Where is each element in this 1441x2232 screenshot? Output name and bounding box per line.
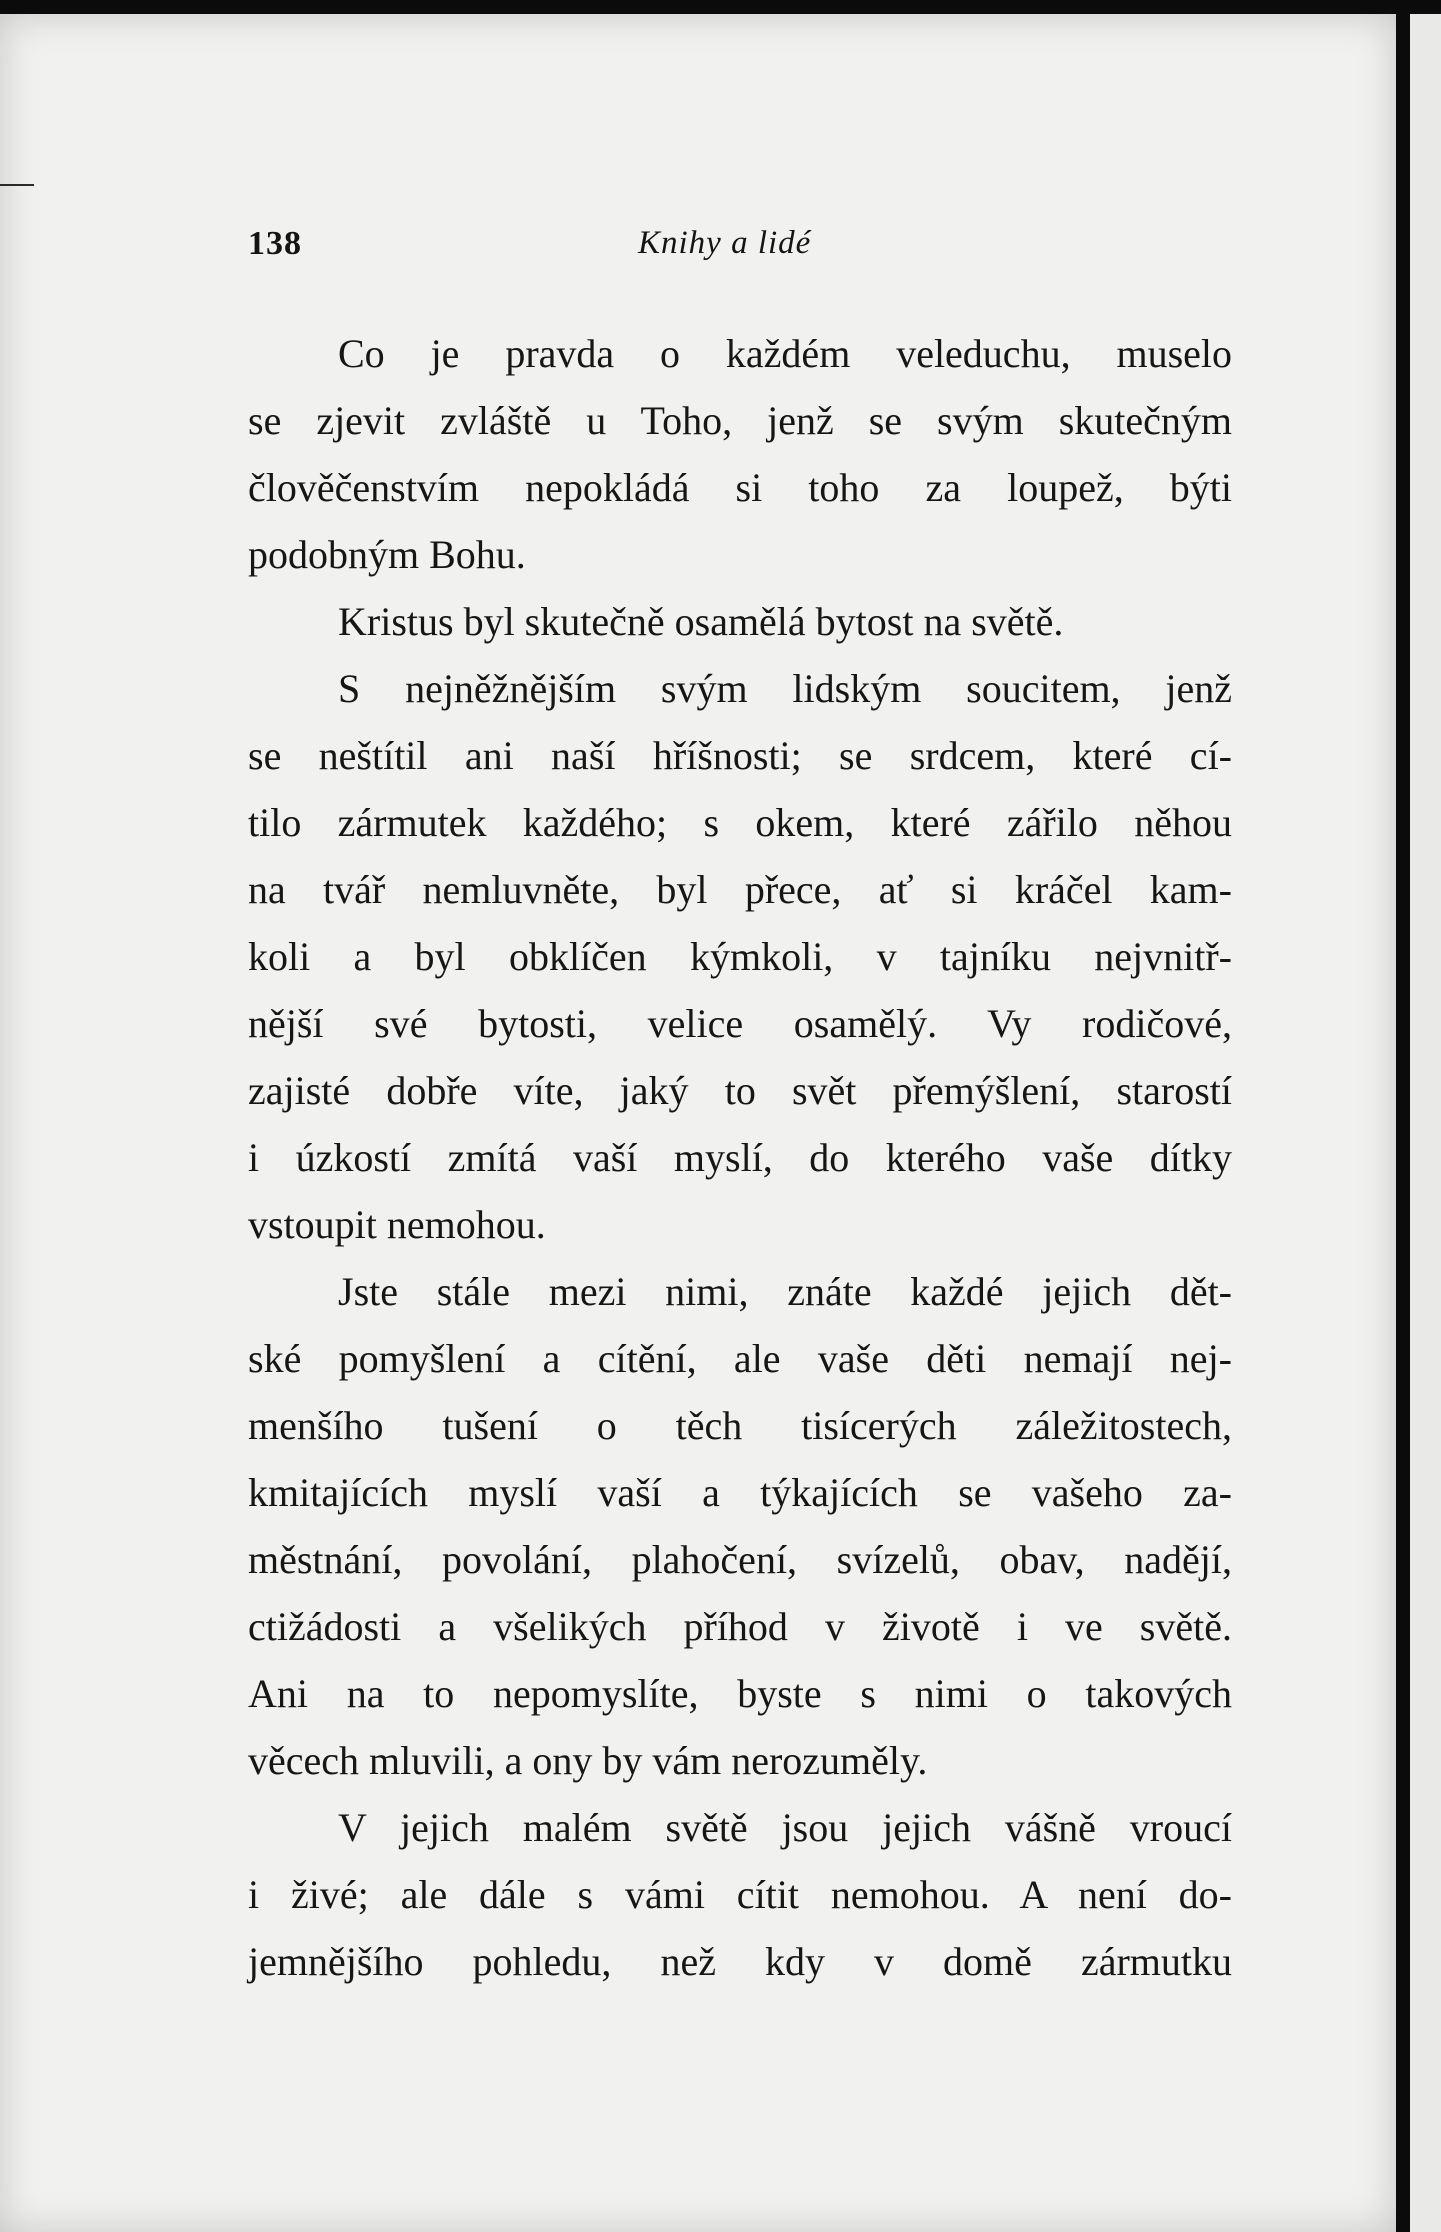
text-line: se neštítil ani naší hříšnosti; se srdcem, které cí- xyxy=(248,733,1232,778)
text-line: V jejich malém světě jsou jejich vášně vroucí xyxy=(338,1805,1232,1850)
text-line: jemnějšího pohledu, než kdy v domě zármutku xyxy=(248,1939,1232,1984)
text-line: podobným Bohu. xyxy=(248,532,526,577)
text-line: i úzkostí zmítá vaší myslí, do kterého vaše dítky xyxy=(248,1135,1232,1180)
text-line: městnání, povolání, plahočení, svízelů, obav, nadějí, xyxy=(248,1537,1232,1582)
text-line: koli a byl obklíčen kýmkoli, v tajníku nejvnitř- xyxy=(248,934,1232,979)
body-text xyxy=(248,320,1232,1995)
text-line: Kristus byl skutečně osamělá bytost na světě. xyxy=(338,599,1064,644)
text-line: kmitajících myslí vaší a týkajících se vašeho za- xyxy=(248,1470,1232,1515)
text-line: věcech mluvili, a ony by vám nerozuměly. xyxy=(248,1738,928,1783)
text-line: nější své bytosti, velice osamělý. Vy rodičové, xyxy=(248,1001,1232,1046)
text-line: na tvář nemluvněte, byl přece, ať si kráčel kam- xyxy=(248,867,1232,912)
running-title: Knihy a lidé xyxy=(638,225,812,261)
page-header xyxy=(248,225,1232,277)
text-line: člověčenstvím nepokládá si toho za loupež, býti xyxy=(248,465,1232,510)
adjacent-page-edge xyxy=(1410,14,1441,2232)
text-line: tilo zármutek každého; s okem, které zářilo něhou xyxy=(248,800,1232,845)
page-number: 138 xyxy=(248,225,302,262)
text-line: zajisté dobře víte, jaký to svět přemýšlení, starostí xyxy=(248,1068,1232,1113)
text-line: Co je pravda o každém veleduchu, muselo xyxy=(338,331,1232,376)
text-line: ské pomyšlení a cítění, ale vaše děti nemají nej- xyxy=(248,1336,1232,1381)
text-line: ctižádosti a všelikých příhod v životě i ve světě. xyxy=(248,1604,1232,1649)
text-line: Ani na to nepomyslíte, byste s nimi o takových xyxy=(248,1671,1232,1716)
text-line: se zjevit zvláště u Toho, jenž se svým skutečným xyxy=(248,398,1232,443)
text-line: menšího tušení o těch tisícerých záležitostech, xyxy=(248,1403,1232,1448)
text-line: i živé; ale dále s vámi cítit nemohou. A není do- xyxy=(248,1872,1232,1917)
text-line: vstoupit nemohou. xyxy=(248,1202,546,1247)
scan-edge-mark xyxy=(0,184,34,186)
text-line: S nejněžnějším svým lidským soucitem, jenž xyxy=(338,666,1232,711)
text-line: Jste stále mezi nimi, znáte každé jejich dět- xyxy=(338,1269,1232,1314)
